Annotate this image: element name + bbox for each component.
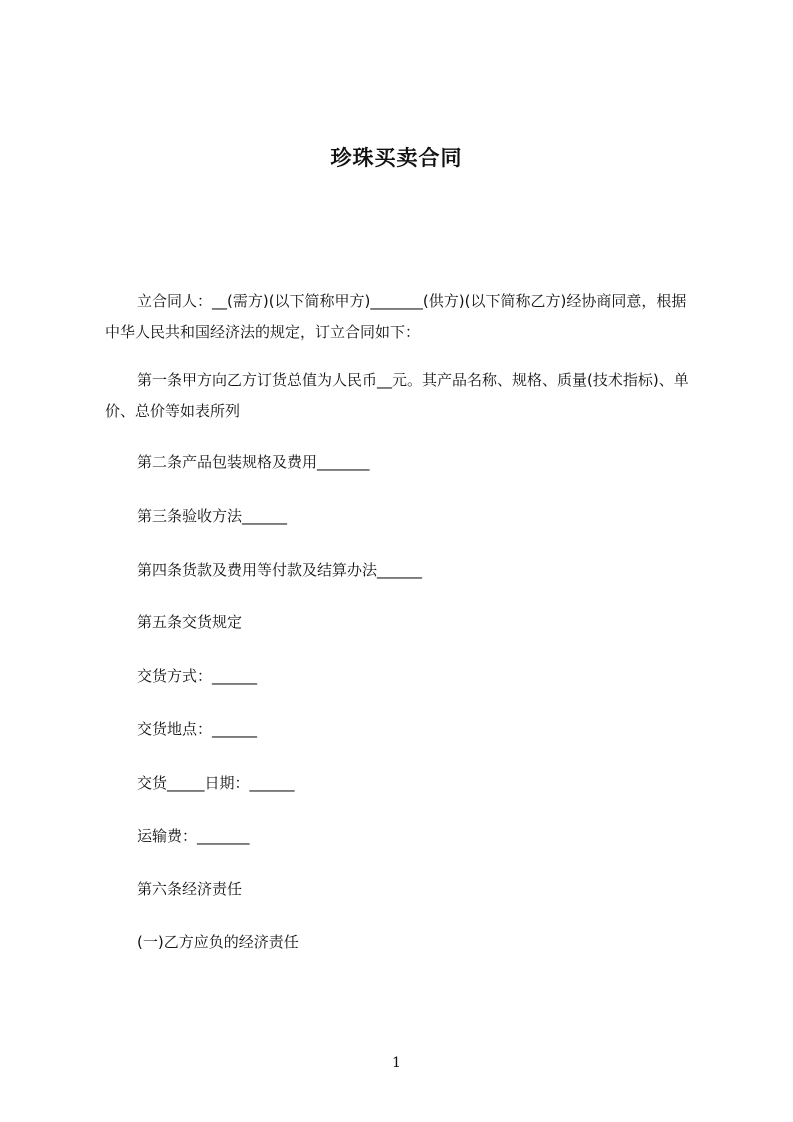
article-3-line: 第三条验收方法______	[137, 507, 288, 525]
party-b-liability-line: (一)乙方应负的经济责任	[137, 933, 299, 951]
article-4-line: 第四条货款及费用等付款及结算办法______	[137, 561, 423, 579]
article-5-line: 第五条交货规定	[137, 613, 243, 631]
article-6-line: 第六条经济责任	[137, 880, 243, 898]
document-title: 珍珠买卖合同	[330, 146, 463, 170]
freight-line: 运输费：_______	[137, 827, 250, 845]
delivery-date-line: 交货_____日期：______	[137, 774, 295, 792]
delivery-method-line: 交货方式：______	[137, 667, 258, 685]
article-1-paragraph: 第一条甲方向乙方订货总值为人民币__元。其产品名称、规格、质量(技术指标)、单价、总价等如表所列	[105, 371, 689, 420]
page-number: 1	[392, 1055, 401, 1071]
article-2-line: 第二条产品包装规格及费用_______	[137, 453, 370, 471]
delivery-place-line: 交货地点：______	[137, 720, 258, 738]
intro-paragraph: 立合同人：__(需方)(以下简称甲方)_______(供方)(以下简称乙方)经协商同意，根据中华人民共和国经济法的规定，订立合同如下：	[105, 292, 687, 341]
